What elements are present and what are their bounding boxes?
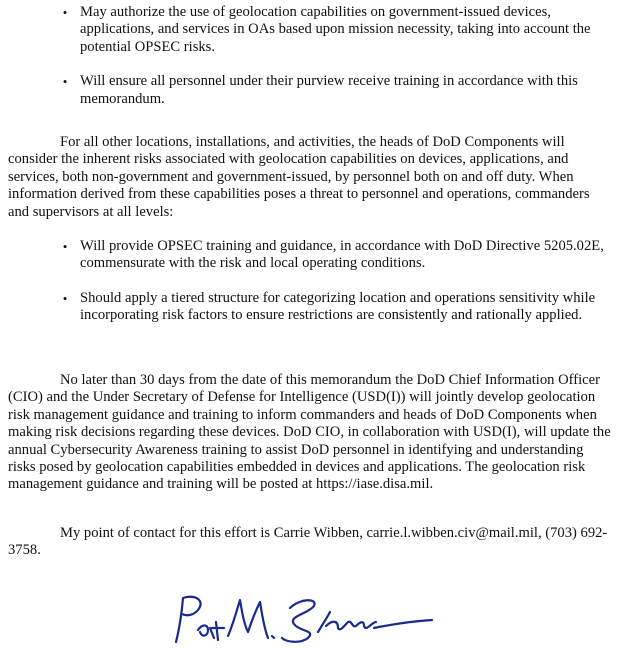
bullet-icon: • (62, 290, 68, 306)
signature-stroke (198, 622, 224, 640)
bullet-text: Should apply a tiered structure for categorizing location and operations sensitivity while incorporating risk factors to ensure restrictions are consistently and rationally applied. (80, 289, 596, 324)
signature-stroke (318, 612, 376, 632)
signature-stroke (176, 597, 201, 642)
signature-stroke (374, 620, 432, 628)
list-item (60, 290, 615, 325)
bullet-text: Will provide OPSEC training and guidance, in accordance with DoD Directive 5205.02E, commensurate with the risk and local operating conditions. (80, 238, 604, 272)
signature-stroke (272, 636, 274, 638)
paragraph-text: For all other locations, installations, and activities, the heads of DoD Components will consider the inherent risks associated with geolocation capabilities on devices, applications, and services, both non-government and government-issued, by personnel both on and off duty. When information derived from these capabilities poses a threat to personnel and operations, commanders and supervisors at all levels: (8, 134, 590, 220)
signature-image (168, 592, 438, 648)
signature-strokes (176, 597, 432, 642)
signature-stroke (282, 600, 315, 642)
bullet-icon: • (62, 74, 68, 90)
paragraph-cio-guidance (8, 372, 614, 494)
signature-stroke (228, 600, 268, 638)
bullet-text: May authorize the use of geolocation capabilities on government-issued devices, applications, and services in OAs based upon mission necessity, taking into account the potential OPSEC risks. (80, 4, 591, 55)
paragraph-point-of-contact (8, 525, 614, 560)
list-item (60, 73, 615, 108)
bullet-list-oa (60, 4, 615, 108)
list-item (60, 4, 615, 56)
bullet-list-commanders (60, 238, 615, 325)
paragraph-other-locations (8, 134, 614, 221)
bullet-text: Will ensure all personnel under their purview receive training in accordance with this memorandum. (80, 73, 578, 107)
bullet-icon: • (62, 239, 68, 254)
paragraph-text: My point of contact for this effort is Carrie Wibben, carrie.l.wibben.civ@mail.mil, (703) 692-3758. (8, 525, 608, 559)
bullet-icon: • (62, 5, 68, 20)
list-item (60, 238, 615, 273)
paragraph-text: No later than 30 days from the date of this memorandum the DoD Chief Information Officer (CIO) and the Under Secretary of Defense for Intelligence (USD(I)) will jointly develop geolocation risk management guidance and training to inform commanders and heads of DoD Components when making risk decisions regarding these devices. DoD CIO, in collaboration with USD(I), will update the annual Cybersecurity Awareness training to assist DoD personnel in identifying and understanding risks posed by geolocation capabilities embedded in devices and applications. The geolocation risk management guidance and training will be posted at https://iase.disa.mil. (8, 372, 611, 493)
